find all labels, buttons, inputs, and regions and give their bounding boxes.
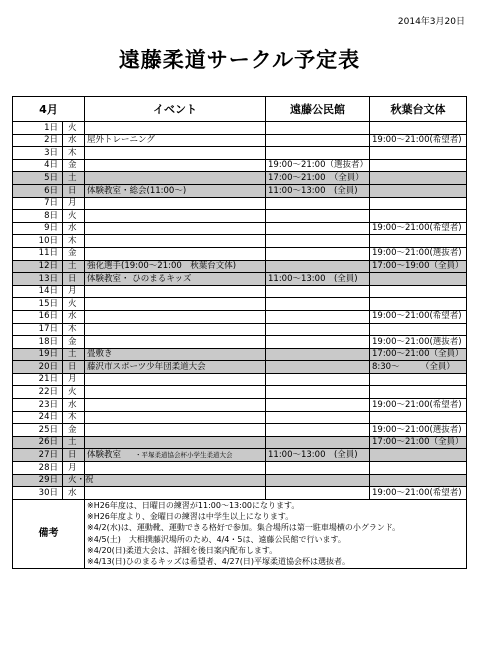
endo-cell [266,235,370,248]
day-cell: 7日 [13,197,63,210]
table-row [13,134,467,147]
akiba-cell [370,122,467,135]
akiba-cell [370,210,467,223]
day-cell: 24日 [13,411,63,424]
day-cell: 8日 [13,210,63,223]
table-row [13,449,467,462]
document-date: 2014年3月20日 [397,17,465,27]
weekday-cell: 土 [63,436,85,449]
akiba-cell: 19:00～21:00(希望者) [370,222,467,235]
endo-cell: 19:00～21:00（選抜者） [266,159,370,172]
endo-cell [266,487,370,500]
event-text: 畳敷き [87,349,113,360]
day-cell: 9日 [13,222,63,235]
weekday-cell: 水 [63,399,85,412]
column-header-endo: 遠藤公民館 [266,97,370,122]
day-cell: 10日 [13,235,63,248]
endo-cell [266,247,370,260]
table-row [13,462,467,475]
endo-cell [266,134,370,147]
akiba-cell: 17:00～21:00（全員） [370,436,467,449]
day-cell: 19日 [13,348,63,361]
weekday-cell: 日 [63,361,85,374]
event-cell [85,399,266,412]
table-row [13,411,467,424]
table-row [13,260,467,273]
event-cell [85,147,266,160]
endo-cell [266,424,370,437]
endo-cell [266,386,370,399]
event-subtext: ・平塚柔道協会杯小学生柔道大会 [135,450,233,459]
event-cell [85,424,266,437]
akiba-cell [370,323,467,336]
table-row [13,210,467,223]
weekday-cell: 木 [63,323,85,336]
event-cell [85,411,266,424]
event-text: 体験教室 [87,449,122,460]
notes-label: 備考 [13,499,85,568]
weekday-cell: 火 [63,122,85,135]
event-cell [85,197,266,210]
table-row [13,399,467,412]
event-text: 強化選手(19:00～21:00 秋葉台文体) [87,261,237,272]
table-row [13,487,467,500]
endo-cell [266,210,370,223]
endo-cell [266,411,370,424]
event-cell [85,386,266,399]
event-cell [85,487,266,500]
akiba-cell [370,285,467,298]
event-cell [85,247,266,260]
akiba-cell [370,386,467,399]
weekday-cell: 水 [63,134,85,147]
day-cell: 5日 [13,172,63,185]
note-line: ※4/13(日)ひのまるキッズは希望者、4/27(日)平塚柔道協会杯は選抜者。 [87,557,350,567]
event-cell [85,436,266,449]
akiba-cell: 19:00～21:00(選抜者) [370,336,467,349]
note-line: ※H26年度より、金曜日の練習は中学生以上になります。 [87,512,294,522]
table-row [13,172,467,185]
event-cell [85,159,266,172]
event-cell [85,323,266,336]
day-cell: 3日 [13,147,63,160]
notes-cell [85,499,467,568]
event-cell [85,172,266,185]
weekday-cell: 月 [63,462,85,475]
event-cell [85,273,266,286]
akiba-cell [370,462,467,475]
endo-cell [266,436,370,449]
day-cell: 16日 [13,310,63,323]
event-cell [85,222,266,235]
endo-cell [266,348,370,361]
akiba-cell: 8:30～ （全員） [370,361,467,374]
table-row [13,273,467,286]
weekday-cell: 金 [63,247,85,260]
akiba-cell [370,197,467,210]
day-cell: 14日 [13,285,63,298]
endo-cell [266,260,370,273]
endo-cell [266,298,370,311]
weekday-cell: 土 [63,348,85,361]
table-row [13,247,467,260]
event-cell [85,210,266,223]
event-cell [85,134,266,147]
column-header-akiba: 秋葉台文体 [370,97,467,122]
akiba-cell: 19:00～21:00(希望者) [370,487,467,500]
table-row [13,436,467,449]
endo-cell [266,361,370,374]
document-title: 遠藤柔道サークル予定表 [118,48,361,72]
table-row [13,298,467,311]
endo-cell [266,285,370,298]
weekday-cell: 火 [63,386,85,399]
column-header-month: 4月 [13,97,85,122]
note-line: ※H26年度は、日曜日の練習が11:00～13:00になります。 [87,500,300,510]
event-cell [85,462,266,475]
day-cell: 30日 [13,487,63,500]
table-row [13,184,467,197]
event-text: 体験教室・ ひのまるキッズ [87,273,192,284]
column-header-event: イベント [85,97,266,122]
akiba-cell [370,235,467,248]
table-row [13,222,467,235]
akiba-cell: 19:00～21:00(選抜者) [370,424,467,437]
weekday-cell: 火 [63,210,85,223]
table-row [13,323,467,336]
akiba-cell [370,273,467,286]
akiba-cell: 19:00～21:00(希望者) [370,399,467,412]
akiba-cell [370,474,467,487]
event-cell [85,348,266,361]
day-cell: 11日 [13,247,63,260]
event-cell [85,449,266,462]
note-line: ※4/5(土) 大相撲藤沢場所のため、4/4・5は、遠藤公民館で行います。 [87,534,346,544]
event-text: 屋外トレーニング [87,135,155,146]
event-text: 体験教室・総会(11:00～) [87,185,187,196]
event-cell [85,336,266,349]
weekday-cell: 金 [63,336,85,349]
day-cell: 27日 [13,449,63,462]
table-row [13,310,467,323]
day-cell: 21日 [13,373,63,386]
endo-cell: 17:00～21:00 （全員） [266,172,370,185]
day-cell: 26日 [13,436,63,449]
table-row [13,336,467,349]
akiba-cell: 17:00～19:00（全員） [370,260,467,273]
table-row [13,197,467,210]
weekday-cell: 土 [63,172,85,185]
schedule-body [13,122,467,500]
akiba-cell [370,159,467,172]
event-cell [85,260,266,273]
weekday-cell: 水 [63,310,85,323]
day-cell: 29日 [13,474,63,487]
endo-cell [266,399,370,412]
day-cell: 23日 [13,399,63,412]
endo-cell [266,122,370,135]
day-cell: 1日 [13,122,63,135]
weekday-cell: 金 [63,159,85,172]
table-row [13,386,467,399]
akiba-cell: 19:00～21:00(選抜者) [370,247,467,260]
notes-row [13,499,467,568]
endo-cell [266,310,370,323]
akiba-cell [370,184,467,197]
table-header-row [13,97,467,122]
note-line: ※4/20(日)柔道大会は、詳細を後日案内配布します。 [87,546,278,555]
weekday-cell: 木 [63,411,85,424]
endo-cell [266,462,370,475]
day-cell: 13日 [13,273,63,286]
day-cell: 25日 [13,424,63,437]
akiba-cell [370,373,467,386]
endo-cell: 11:00～13:00 (全員) [266,184,370,197]
akiba-cell [370,449,467,462]
event-cell [85,361,266,374]
endo-cell: 11:00～13:00 (全員) [266,449,370,462]
weekday-cell: 木 [63,235,85,248]
endo-cell [266,373,370,386]
event-cell [85,235,266,248]
day-cell: 18日 [13,336,63,349]
table-row [13,122,467,135]
event-cell [85,285,266,298]
day-cell: 28日 [13,462,63,475]
endo-cell [266,323,370,336]
weekday-cell: 火 [63,298,85,311]
table-row [13,285,467,298]
day-cell: 6日 [13,184,63,197]
event-cell [85,184,266,197]
table-row [13,235,467,248]
weekday-cell: 月 [63,285,85,298]
note-line: ※4/2(水)は、運動靴、運動できる格好で参加。集合場所は第一駐車場横の小グランド。 [87,523,401,533]
event-text: 藤沢市スポーツ少年団柔道大会 [87,361,206,372]
endo-cell [266,197,370,210]
event-cell [85,474,266,487]
day-cell: 15日 [13,298,63,311]
day-cell: 17日 [13,323,63,336]
weekday-cell: 水 [63,222,85,235]
weekday-cell: 水 [63,487,85,500]
event-cell [85,310,266,323]
endo-cell: 11:00～13:00 (全員) [266,273,370,286]
table-row [13,373,467,386]
event-cell [85,298,266,311]
weekday-cell: 木 [63,147,85,160]
event-cell [85,373,266,386]
table-row [13,474,467,487]
akiba-cell [370,172,467,185]
akiba-cell: 17:00～21:00（全員） [370,348,467,361]
day-cell: 20日 [13,361,63,374]
schedule-table [12,96,467,569]
endo-cell [266,222,370,235]
akiba-cell: 19:00～21:00(希望者) [370,310,467,323]
event-cell [85,122,266,135]
weekday-cell: 日 [63,184,85,197]
table-row [13,147,467,160]
endo-cell [266,474,370,487]
akiba-cell: 19:00～21:00(希望者) [370,134,467,147]
weekday-cell: 土 [63,260,85,273]
day-cell: 22日 [13,386,63,399]
endo-cell [266,336,370,349]
weekday-cell: 金 [63,424,85,437]
table-row [13,361,467,374]
weekday-cell: 日 [63,273,85,286]
akiba-cell [370,411,467,424]
akiba-cell [370,147,467,160]
akiba-cell [370,298,467,311]
table-row [13,348,467,361]
weekday-cell: 月 [63,373,85,386]
table-row [13,159,467,172]
day-cell: 2日 [13,134,63,147]
day-cell: 4日 [13,159,63,172]
day-cell: 12日 [13,260,63,273]
endo-cell [266,147,370,160]
weekday-cell: 月 [63,197,85,210]
table-row [13,424,467,437]
weekday-cell: 日 [63,449,85,462]
weekday-cell: 火・祝 [63,474,85,487]
